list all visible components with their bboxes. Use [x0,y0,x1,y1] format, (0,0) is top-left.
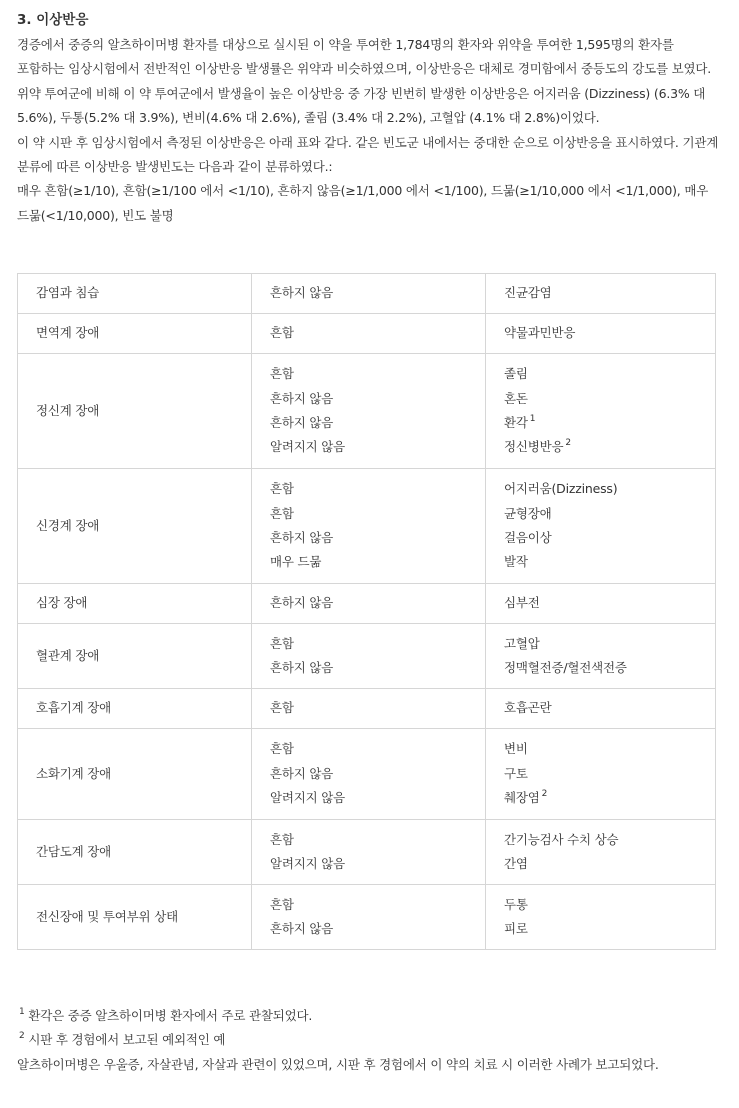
adverse-event [504,411,697,435]
adverse-event-cell [486,469,716,584]
table-row [18,729,716,820]
frequency-value: 매우 드묾 [270,554,322,570]
adverse-event [504,502,697,526]
adverse-event-name: 걸음이상 [504,530,552,545]
organ-class-cell: 정신계 장애 [18,354,252,469]
frequency-value: 흔함 [270,741,294,757]
frequency-value: 흔하지 않음 [270,921,334,936]
table-row [18,469,716,584]
adverse-event [504,387,697,411]
adverse-event-name: 혼돈 [504,390,528,406]
footnote-1: $^1$ 환각은 중증 알츠하이머병 환자에서 주로 관찰되었다. [19,1007,313,1023]
adverse-event [504,917,697,941]
frequency-value: 흔함 [270,505,294,521]
adverse-event [504,893,697,917]
footnotes [17,1004,720,1077]
adverse-event [504,281,697,305]
adverse-event [504,852,697,876]
organ-class-cell: 소화기계 장애 [18,729,252,820]
frequency-definition-paragraph: 매우 흔함(≥1/10), 흔함(≥1/100 에서 <1/10), 흔하지 않음(≥1/1,000 에서 <1/100), 드묾(≥1/10,000 에서 <1/1,000), 매우 드묾(<1/10,000), 빈도 불명 [17,183,709,223]
table-row [18,689,716,729]
adverse-event [504,737,697,761]
frequency-cell [252,314,486,354]
frequency-cell [252,354,486,469]
adverse-event-name: 균형장애 [504,505,552,521]
frequency-value: 흔하지 않음 [270,595,334,611]
adverse-reactions-table [17,273,716,950]
frequency-value: 흔하지 않음 [270,415,334,430]
adverse-event-cell [486,354,716,469]
adverse-event [504,526,697,550]
adverse-reactions-section [17,10,720,228]
adverse-event [504,550,697,574]
table-row [18,624,716,689]
footnote-marker: 1 [529,414,536,424]
table-row [18,820,716,885]
organ-class-cell: 혈관계 장애 [18,624,252,689]
adverse-event-name: 췌장염 [504,790,540,806]
table-row [18,314,716,354]
adverse-event-name: 어지러움(Dizziness) [504,481,618,497]
intro-paragraph: 경증에서 중증의 알츠하이머병 환자를 대상으로 실시된 이 약을 투여한 1,784명의 환자와 위약을 투여한 1,595명의 환자를 포함하는 임상시험에서 전반적인 이상반응 발생률은 위약과 비슷하였으며, 이상반응은 대체로 경미함에서 중등도의 강도를 보였다. 위약 투여군에 비해 이 약 투여군에서 발생율이 높은 이상반응 중 가장 빈번히 발생한 이상반응은 어지러움 (Dizziness) (6.3% 대 5.6%), 두통(5.2% 대 3.9%), 변비(4.6% 대 2.6%), 졸림 (3.4% 대 2.2%), 고혈압 (4.1% 대 2.8%)이었다. [17,37,712,126]
adverse-event-name: 진균감염 [504,285,552,301]
frequency-value: 흔함 [270,325,294,341]
frequency-value: 흔하지 않음 [270,660,334,675]
adverse-event [504,696,697,720]
adverse-event [504,435,697,459]
adverse-event-cell [486,885,716,950]
adverse-event-cell [486,729,716,820]
adverse-event-name: 간염 [504,856,528,871]
frequency-cell [252,274,486,314]
adverse-event-cell [486,820,716,885]
frequency-value: 흔하지 않음 [270,285,334,301]
footnote-marker: 2 [541,789,548,800]
adverse-event-name: 구토 [504,765,528,781]
adverse-event-name: 간기능검사 수치 상승 [504,831,619,847]
adverse-event-name: 발작 [504,554,528,570]
adverse-event-name: 정신병반응 [504,439,564,455]
adverse-event-cell [486,624,716,689]
footnote-marker: 2 [565,438,571,449]
table-description-paragraph: 이 약 시판 후 임상시험에서 측정된 이상반응은 아래 표와 같다. 같은 빈도군 내에서는 중대한 순으로 이상반응을 표시하였다. 기관계 분류에 따른 이상반응 발생빈도는 다음과 같이 분류하였다.: [17,134,719,175]
adverse-event-name: 고혈압 [504,635,540,651]
closing-paragraph: 알츠하이머병은 우울증, 자살관념, 자살과 관련이 있었으며, 시판 후 경험에서 이 약의 치료 시 이러한 사례가 보고되었다. [17,1056,659,1072]
adverse-event-name: 환각 [504,415,528,430]
organ-class-cell: 전신장애 및 투여부위 상태 [18,885,252,950]
frequency-cell [252,624,486,689]
table-row [18,885,716,950]
adverse-event-cell [486,274,716,314]
organ-class-cell: 심장 장애 [18,584,252,624]
organ-class-cell: 신경계 장애 [18,469,252,584]
frequency-value: 흔하지 않음 [270,765,334,781]
frequency-value: 흔함 [270,481,294,497]
adverse-event-cell [486,689,716,729]
section-title: 3. 이상반응 [17,12,89,28]
frequency-value: 흔함 [270,700,294,716]
adverse-event [504,477,697,501]
frequency-value: 알려지지 않음 [270,856,346,871]
frequency-cell [252,729,486,820]
organ-class-cell: 간담도계 장애 [18,820,252,885]
adverse-event-name: 피로 [504,921,528,936]
adverse-event [504,656,697,680]
frequency-value: 흔하지 않음 [270,530,334,545]
adverse-event [504,591,697,615]
table-row [18,354,716,469]
table-row [18,584,716,624]
adverse-event [504,828,697,852]
adverse-event-name: 정맥혈전증/혈전색전증 [504,660,627,675]
adverse-event-name: 졸림 [504,366,528,382]
adverse-event-name: 변비 [504,741,528,757]
organ-class-cell: 호흡기계 장애 [18,689,252,729]
adverse-event-cell [486,584,716,624]
frequency-cell [252,469,486,584]
frequency-value: 알려지지 않음 [270,790,346,806]
adverse-event-cell [486,314,716,354]
adverse-event [504,321,697,345]
frequency-cell [252,689,486,729]
frequency-value: 흔하지 않음 [270,390,334,406]
organ-class-cell: 면역계 장애 [18,314,252,354]
adverse-event-name: 약물과민반응 [504,325,576,341]
adverse-event-name: 호흡곤란 [504,700,552,716]
frequency-value: 흔함 [270,366,294,382]
frequency-cell [252,885,486,950]
table-row [18,274,716,314]
frequency-cell [252,820,486,885]
adverse-event-name: 심부전 [504,595,540,611]
frequency-value: 흔함 [270,635,294,651]
frequency-cell [252,584,486,624]
adverse-event [504,762,697,786]
adverse-event [504,632,697,656]
frequency-value: 흔함 [270,896,294,912]
adverse-event [504,362,697,386]
frequency-value: 알려지지 않음 [270,439,346,455]
organ-class-cell: 감염과 침습 [18,274,252,314]
footnote-2: $^2$ 시판 후 경험에서 보고된 예외적인 예 [19,1031,226,1048]
adverse-event-name: 두통 [504,896,528,912]
adverse-event [504,786,697,810]
frequency-value: 흔함 [270,831,294,847]
